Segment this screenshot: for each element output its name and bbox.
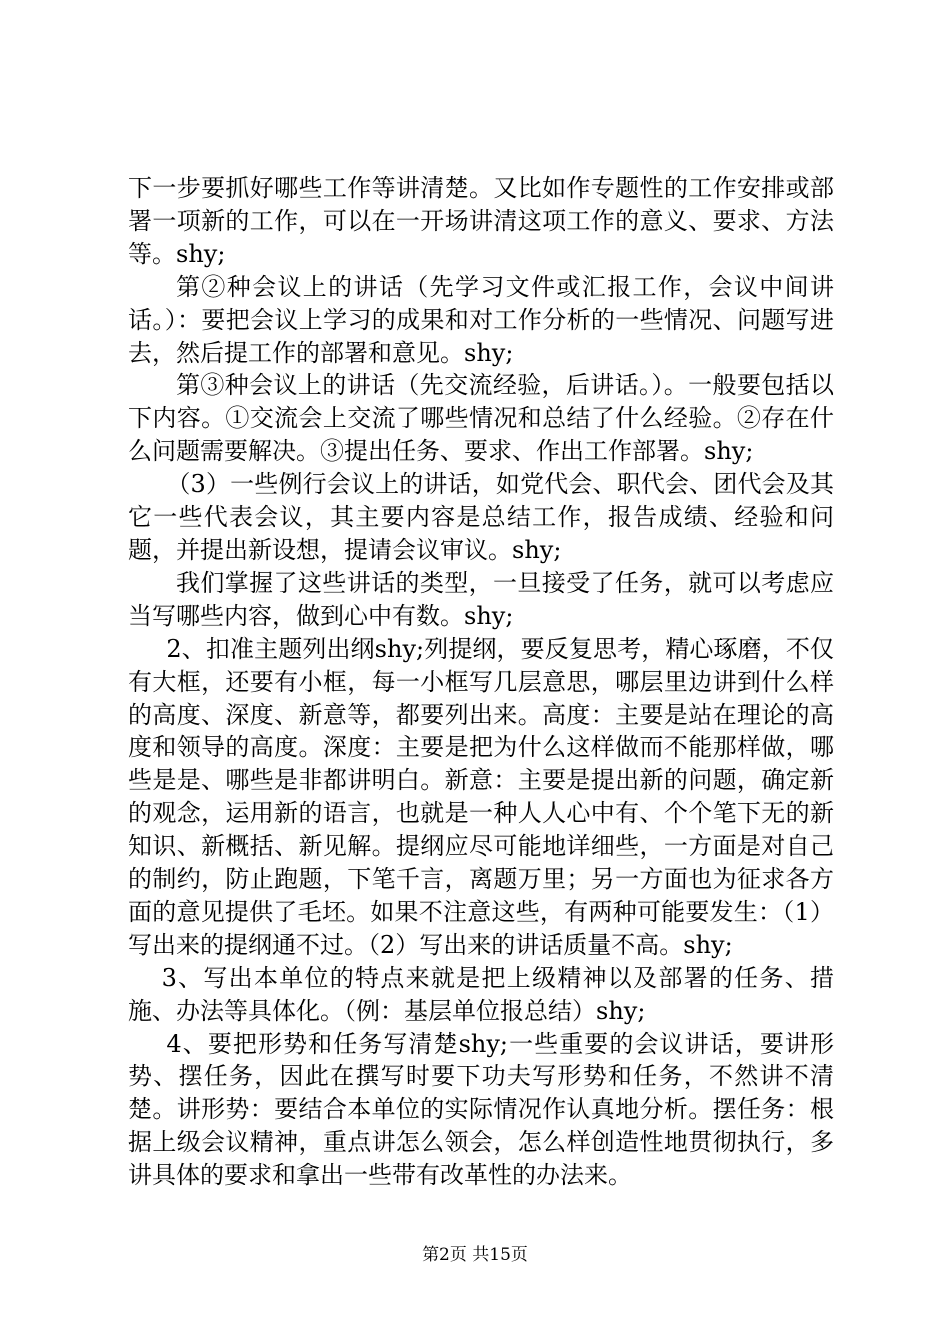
paragraph-continuation: 下一步要抓好哪些工作等讲清楚。又比如作专题性的工作安排或部署一项新的工作，可以在一开场讲清这项工作的意义、要求、方法等。shy; <box>128 174 834 268</box>
document-body <box>128 172 834 1192</box>
paragraph-meeting-type-3: 第③种会议上的讲话（先交流经验，后讲话。）。一般要包括以下内容。①交流会上交流了哪些情况和总结了什么经验。②存在什么问题需要解决。③提出任务、要求、作出工作部署。shy; <box>128 371 834 466</box>
paragraph-speech-types-summary: 我们掌握了这些讲话的类型，一旦接受了任务，就可以考虑应当写哪些内容，做到心中有数。shy; <box>128 568 834 630</box>
paragraph-unit-features: 3、写出本单位的特点来就是把上级精神以及部署的任务、措施、办法等具体化。（例：基层单位报总结）shy; <box>128 963 834 1025</box>
paragraph-routine-meetings: （3）一些例行会议上的讲话，如党代会、职代会、团代会及其它一些代表会议，其主要内容是总结工作，报告成绩、经验和问题，并提出新设想，提请会议审议。shy; <box>128 470 834 564</box>
paragraph-outline: 2、扣准主题列出纲shy;列提纲，要反复思考，精心琢磨，不仅有大框，还要有小框，每一小框写几层意思，哪层里边讲到什么样的高度、深度、新意等，都要列出来。高度：主要是站在理论的高度和领导的高度。深度：主要是把为什么这样做而不能那样做，哪些是是、哪些是非都讲明白。新意：主要是提出新的问题，确定新的观念，运用新的语言，也就是一种人人心中有、个个笔下无的新知识、新概括、新见解。提纲应尽可能地详细些，一方面是对自己的制约，防止跑题，下笔千言，离题万里；另一方面也为征求各方面的意见提供了毛坯。如果不注意这些，有两种可能要发生：（1）写出来的提纲通不过。（2）写出来的讲话质量不高。shy; <box>128 634 834 959</box>
paragraph-meeting-type-2: 第②种会议上的讲话（先学习文件或汇报工作，会议中间讲话。）：要把会议上学习的成果和对工作分析的一些情况、问题写进去，然后提工作的部署和意见。shy; <box>128 272 834 367</box>
paragraph-situation-tasks: 4、要把形势和任务写清楚shy;一些重要的会议讲话，要讲形势、摆任务，因此在撰写时要下功夫写形势和任务，不然讲不清楚。讲形势：要结合本单位的实际情况作认真地分析。摆任务：根据上级会议精神，重点讲怎么领会，怎么样创造性地贯彻执行，多讲具体的要求和拿出一些带有改革性的办法来。 <box>128 1029 834 1190</box>
page-number-footer: 第2页 共15页 <box>422 1245 528 1265</box>
